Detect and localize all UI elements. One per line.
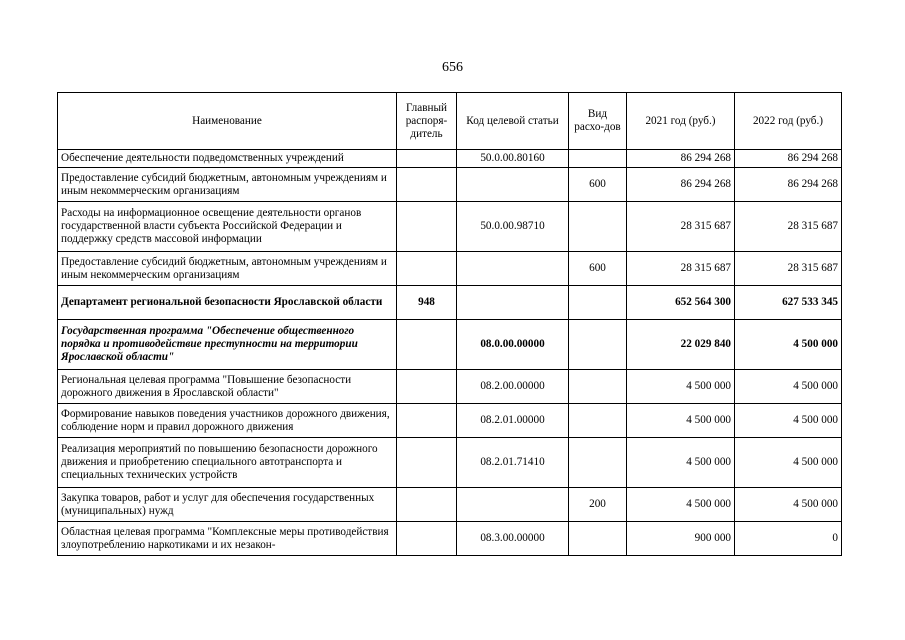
row-expense-type-cell: 600: [569, 168, 627, 202]
table-row: [58, 320, 842, 370]
header-name: Наименование: [58, 93, 397, 150]
row-expense-type-cell: [569, 522, 627, 556]
header-target-code: Код целевой статьи: [457, 93, 569, 150]
row-name-cell: Реализация мероприятий по повышению безопасности дорожного движения и приобретению специального автотранспорта и специальных технических устройств: [58, 438, 397, 488]
row-year-2022-cell: 4 500 000: [735, 370, 842, 404]
row-target-code-cell: [457, 252, 569, 286]
row-target-code-cell: [457, 488, 569, 522]
row-year-2021-cell: 28 315 687: [627, 202, 735, 252]
table-row: [58, 522, 842, 556]
table-row: [58, 150, 842, 168]
row-year-2021-cell: 4 500 000: [627, 488, 735, 522]
row-name-cell: Областная целевая программа "Комплексные меры противодействия злоупотреблению наркотиками и их незакон-: [58, 522, 397, 556]
row-target-code-cell: 08.3.00.00000: [457, 522, 569, 556]
row-year-2022-cell: 627 533 345: [735, 286, 842, 320]
row-name-cell: Департамент региональной безопасности Ярославской области: [58, 286, 397, 320]
row-year-2022-cell: 86 294 268: [735, 150, 842, 168]
row-expense-type-cell: [569, 438, 627, 488]
header-main-manager: Главный распоря-дитель: [397, 93, 457, 150]
row-name-cell: Расходы на информационное освещение деятельности органов государственной власти субъекта Российской Федерации и поддержку средств массовой информации: [58, 202, 397, 252]
row-main-manager-cell: [397, 252, 457, 286]
row-main-manager-cell: [397, 320, 457, 370]
row-name-cell: Предоставление субсидий бюджетным, автономным учреждениям и иным некоммерческим организациям: [58, 252, 397, 286]
row-expense-type-cell: 600: [569, 252, 627, 286]
row-main-manager-cell: [397, 202, 457, 252]
row-name-cell: Закупка товаров, работ и услуг для обеспечения государственных (муниципальных) нужд: [58, 488, 397, 522]
table-row: [58, 202, 842, 252]
row-main-manager-cell: [397, 522, 457, 556]
row-year-2021-cell: 22 029 840: [627, 320, 735, 370]
row-main-manager-cell: 948: [397, 286, 457, 320]
header-year-2022: 2022 год (руб.): [735, 93, 842, 150]
row-target-code-cell: 50.0.00.98710: [457, 202, 569, 252]
row-year-2021-cell: 86 294 268: [627, 150, 735, 168]
table-row: [58, 168, 842, 202]
row-year-2022-cell: 28 315 687: [735, 252, 842, 286]
row-year-2021-cell: 86 294 268: [627, 168, 735, 202]
row-main-manager-cell: [397, 168, 457, 202]
row-main-manager-cell: [397, 370, 457, 404]
table-row: [58, 252, 842, 286]
row-expense-type-cell: [569, 202, 627, 252]
header-year-2021: 2021 год (руб.): [627, 93, 735, 150]
table-row: [58, 488, 842, 522]
table-row: [58, 370, 842, 404]
page-number: 656: [442, 60, 463, 75]
row-target-code-cell: 08.0.00.00000: [457, 320, 569, 370]
row-year-2021-cell: 4 500 000: [627, 404, 735, 438]
header-expense-type: Вид расхо-дов: [569, 93, 627, 150]
row-year-2022-cell: 0: [735, 522, 842, 556]
table-row: [58, 286, 842, 320]
row-year-2021-cell: 652 564 300: [627, 286, 735, 320]
row-year-2021-cell: 4 500 000: [627, 438, 735, 488]
row-year-2022-cell: 4 500 000: [735, 488, 842, 522]
row-expense-type-cell: 200: [569, 488, 627, 522]
row-year-2022-cell: 86 294 268: [735, 168, 842, 202]
row-main-manager-cell: [397, 150, 457, 168]
row-target-code-cell: [457, 286, 569, 320]
row-expense-type-cell: [569, 320, 627, 370]
row-main-manager-cell: [397, 404, 457, 438]
row-year-2021-cell: 28 315 687: [627, 252, 735, 286]
row-year-2021-cell: 900 000: [627, 522, 735, 556]
row-expense-type-cell: [569, 404, 627, 438]
row-expense-type-cell: [569, 150, 627, 168]
row-name-cell: Обеспечение деятельности подведомственных учреждений: [58, 150, 397, 168]
row-year-2022-cell: 28 315 687: [735, 202, 842, 252]
table-header-row: [58, 93, 842, 150]
row-target-code-cell: 08.2.01.71410: [457, 438, 569, 488]
row-name-cell: Государственная программа "Обеспечение общественного порядка и противодействие преступности на территории Ярославской области": [58, 320, 397, 370]
row-year-2022-cell: 4 500 000: [735, 438, 842, 488]
budget-table: [57, 92, 842, 556]
table-row: [58, 438, 842, 488]
row-year-2022-cell: 4 500 000: [735, 404, 842, 438]
row-target-code-cell: 50.0.00.80160: [457, 150, 569, 168]
row-target-code-cell: 08.2.00.00000: [457, 370, 569, 404]
row-main-manager-cell: [397, 488, 457, 522]
row-year-2021-cell: 4 500 000: [627, 370, 735, 404]
row-name-cell: Региональная целевая программа "Повышение безопасности дорожного движения в Ярославской области": [58, 370, 397, 404]
row-name-cell: Формирование навыков поведения участников дорожного движения, соблюдение норм и правил дорожного движения: [58, 404, 397, 438]
row-name-cell: Предоставление субсидий бюджетным, автономным учреждениям и иным некоммерческим организациям: [58, 168, 397, 202]
row-year-2022-cell: 4 500 000: [735, 320, 842, 370]
row-main-manager-cell: [397, 438, 457, 488]
row-expense-type-cell: [569, 370, 627, 404]
row-target-code-cell: [457, 168, 569, 202]
row-expense-type-cell: [569, 286, 627, 320]
table-row: [58, 404, 842, 438]
row-target-code-cell: 08.2.01.00000: [457, 404, 569, 438]
